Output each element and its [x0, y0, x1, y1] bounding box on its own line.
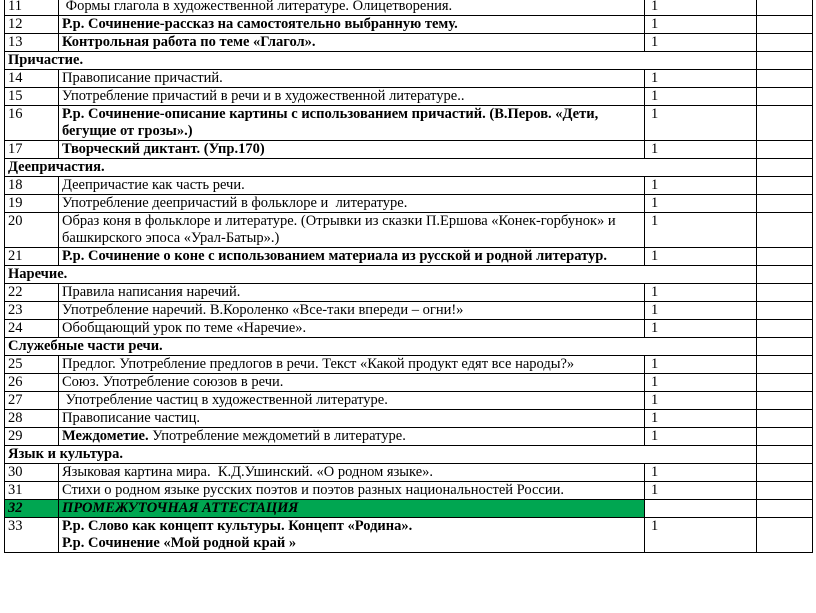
- lesson-topic: [59, 248, 645, 266]
- lesson-row: [5, 356, 813, 374]
- lesson-hours: 1: [645, 320, 757, 338]
- lesson-hours: 1: [645, 106, 757, 141]
- lesson-topic: [59, 88, 645, 106]
- lesson-topic-text: Употребление деепричастий в фольклоре и литературе.: [62, 195, 408, 211]
- lesson-topic: [59, 16, 645, 34]
- lesson-hours: 1: [645, 410, 757, 428]
- section-title: Наречие.: [5, 266, 757, 284]
- lesson-hours: 1: [645, 428, 757, 446]
- lesson-number: 18: [5, 177, 59, 195]
- lesson-number: 28: [5, 410, 59, 428]
- empty-cell: [757, 428, 813, 446]
- section-row: [5, 52, 813, 70]
- empty-cell: [757, 0, 813, 16]
- attestation-row: [5, 500, 813, 518]
- lesson-hours: 1: [645, 195, 757, 213]
- lesson-row: [5, 482, 813, 500]
- lesson-hours: 1: [645, 248, 757, 266]
- lesson-number: 32: [5, 500, 59, 518]
- empty-cell: [757, 356, 813, 374]
- lesson-topic-text: Контрольная работа по теме «Глагол».: [62, 34, 316, 50]
- lesson-hours: 1: [645, 302, 757, 320]
- lesson-topic-line: Р.р. Сочинение «Мой родной край »: [62, 535, 297, 551]
- lesson-row: [5, 213, 813, 248]
- lesson-topic-text: Р.р. Сочинение-описание картины с использованием причастий. (В.Перов. «Дети, бегущие от грозы».): [62, 106, 602, 139]
- empty-cell: [757, 392, 813, 410]
- lesson-topic-text: Р.р. Сочинение-рассказ на самостоятельно выбранную тему.: [62, 16, 458, 32]
- empty-cell: [757, 159, 813, 177]
- section-row: [5, 446, 813, 464]
- lesson-topic: [59, 374, 645, 392]
- lesson-topic-text: Образ коня в фольклоре и литературе. (Отрывки из сказки П.Ершова «Конек-горбунок» и башкирского эпоса «Урал-Батыр».): [62, 213, 623, 246]
- lesson-row: [5, 392, 813, 410]
- lesson-row: [5, 248, 813, 266]
- lesson-number: 19: [5, 195, 59, 213]
- lesson-topic: [59, 177, 645, 195]
- lesson-number: 30: [5, 464, 59, 482]
- lesson-topic-text: Употребление междометий в литературе.: [148, 428, 406, 444]
- empty-cell: [757, 141, 813, 159]
- empty-cell: [757, 284, 813, 302]
- lesson-topic: [59, 106, 645, 141]
- lesson-hours: 1: [645, 464, 757, 482]
- lesson-topic-text: Формы глагола в художественной литературе. Олицетворения.: [62, 0, 453, 14]
- empty-cell: [757, 320, 813, 338]
- section-title: Служебные части речи.: [5, 338, 757, 356]
- section-title: Деепричастия.: [5, 159, 757, 177]
- lesson-topic: [59, 428, 645, 446]
- lesson-hours: 1: [645, 177, 757, 195]
- empty-cell: [757, 518, 813, 553]
- empty-cell: [757, 266, 813, 284]
- empty-cell: [757, 70, 813, 88]
- lesson-number: 15: [5, 88, 59, 106]
- empty-cell: [757, 464, 813, 482]
- lesson-topic: [59, 284, 645, 302]
- lesson-topic: [59, 213, 645, 248]
- lesson-number: 27: [5, 392, 59, 410]
- lesson-number: 24: [5, 320, 59, 338]
- lesson-topic-text: Обобщающий урок по теме «Наречие».: [62, 320, 307, 336]
- lesson-topic-text: Стихи о родном языке русских поэтов и поэтов разных национальностей России.: [62, 482, 564, 498]
- empty-cell: [757, 410, 813, 428]
- lesson-hours: 1: [645, 518, 757, 553]
- empty-cell: [757, 302, 813, 320]
- lesson-topic-line: Р.р. Слово как концепт культуры. Концепт «Родина».: [62, 518, 413, 534]
- lesson-topic-text: Употребление частиц в художественной литературе.: [62, 392, 388, 408]
- lesson-topic-text: Правописание причастий.: [62, 70, 223, 86]
- lesson-row: [5, 70, 813, 88]
- lesson-topic: [59, 518, 645, 553]
- lesson-row: [5, 177, 813, 195]
- lesson-topic-text: ПРОМЕЖУТОЧНАЯ АТТЕСТАЦИЯ: [62, 500, 299, 516]
- lesson-topic-text: Деепричастие как часть речи.: [62, 177, 245, 193]
- empty-cell: [757, 34, 813, 52]
- lesson-number: 26: [5, 374, 59, 392]
- lesson-topic: [59, 356, 645, 374]
- lesson-number: 25: [5, 356, 59, 374]
- lesson-number: 23: [5, 302, 59, 320]
- lesson-number: 14: [5, 70, 59, 88]
- lesson-hours: [645, 500, 757, 518]
- lesson-topic-text: Союз. Употребление союзов в речи.: [62, 374, 284, 390]
- lesson-number: 13: [5, 34, 59, 52]
- lesson-number: 22: [5, 284, 59, 302]
- lesson-hours: 1: [645, 16, 757, 34]
- lesson-topic: [59, 410, 645, 428]
- section-row: [5, 159, 813, 177]
- empty-cell: [757, 106, 813, 141]
- lesson-topic: [59, 302, 645, 320]
- lesson-number: 20: [5, 213, 59, 248]
- lesson-row: [5, 374, 813, 392]
- section-title: Язык и культура.: [5, 446, 757, 464]
- lesson-topic-text: Употребление наречий. В.Короленко «Все-таки впереди – огни!»: [62, 302, 464, 318]
- empty-cell: [757, 248, 813, 266]
- section-title: Причастие.: [5, 52, 757, 70]
- section-row: [5, 338, 813, 356]
- lesson-topic-text: Языковая картина мира. К.Д.Ушинский. «О родном языке».: [62, 464, 434, 480]
- empty-cell: [757, 52, 813, 70]
- lesson-hours: 1: [645, 34, 757, 52]
- lesson-number: 31: [5, 482, 59, 500]
- lesson-hours: 1: [645, 356, 757, 374]
- lesson-row: [5, 428, 813, 446]
- lesson-hours: 1: [645, 0, 757, 16]
- lesson-topic: [59, 464, 645, 482]
- lesson-topic: [59, 141, 645, 159]
- lesson-topic-text: Правописание частиц.: [62, 410, 200, 426]
- lesson-number: 17: [5, 141, 59, 159]
- lesson-topic: [59, 392, 645, 410]
- empty-cell: [757, 482, 813, 500]
- lesson-topic: [59, 70, 645, 88]
- lesson-topic-text: Междометие.: [62, 428, 149, 444]
- lesson-hours: 1: [645, 482, 757, 500]
- lesson-number: 16: [5, 106, 59, 141]
- lesson-hours: 1: [645, 70, 757, 88]
- lesson-hours: 1: [645, 88, 757, 106]
- curriculum-table: [4, 0, 813, 553]
- lesson-number: 29: [5, 428, 59, 446]
- lesson-row: [5, 16, 813, 34]
- empty-cell: [757, 338, 813, 356]
- lesson-row: [5, 320, 813, 338]
- lesson-topic-text: Р.р. Сочинение о коне с использованием материала из русской и родной литератур.: [62, 248, 607, 264]
- lesson-row: [5, 464, 813, 482]
- empty-cell: [757, 374, 813, 392]
- lesson-topic-text: Предлог. Употребление предлогов в речи. Текст «Какой продукт едят все народы?»: [62, 356, 575, 372]
- empty-cell: [757, 446, 813, 464]
- lesson-topic-text: Правила написания наречий.: [62, 284, 241, 300]
- lesson-hours: 1: [645, 213, 757, 248]
- empty-cell: [757, 177, 813, 195]
- empty-cell: [757, 16, 813, 34]
- empty-cell: [757, 213, 813, 248]
- lesson-row: [5, 195, 813, 213]
- lesson-number: 21: [5, 248, 59, 266]
- lesson-hours: 1: [645, 141, 757, 159]
- empty-cell: [757, 88, 813, 106]
- lesson-topic-text: Употребление причастий в речи и в художественной литературе..: [62, 88, 465, 104]
- lesson-topic: [59, 195, 645, 213]
- lesson-row: [5, 302, 813, 320]
- lesson-row: [5, 410, 813, 428]
- lesson-number: 33: [5, 518, 59, 553]
- lesson-topic: [59, 320, 645, 338]
- lesson-hours: 1: [645, 392, 757, 410]
- lesson-hours: 1: [645, 374, 757, 392]
- lesson-number: 11: [5, 0, 59, 16]
- lesson-row: [5, 0, 813, 16]
- lesson-topic: [59, 0, 645, 16]
- lesson-row: [5, 284, 813, 302]
- lesson-row: [5, 141, 813, 159]
- lesson-topic: [59, 34, 645, 52]
- lesson-row: [5, 518, 813, 553]
- empty-cell: [757, 195, 813, 213]
- lesson-row: [5, 106, 813, 141]
- empty-cell: [757, 500, 813, 518]
- lesson-topic: [59, 482, 645, 500]
- lesson-hours: 1: [645, 284, 757, 302]
- lesson-topic: [59, 500, 645, 518]
- lesson-row: [5, 34, 813, 52]
- section-row: [5, 266, 813, 284]
- lesson-topic-text: Творческий диктант. (Упр.170): [62, 141, 265, 157]
- lesson-number: 12: [5, 16, 59, 34]
- curriculum-table-body: [5, 0, 813, 553]
- lesson-row: [5, 88, 813, 106]
